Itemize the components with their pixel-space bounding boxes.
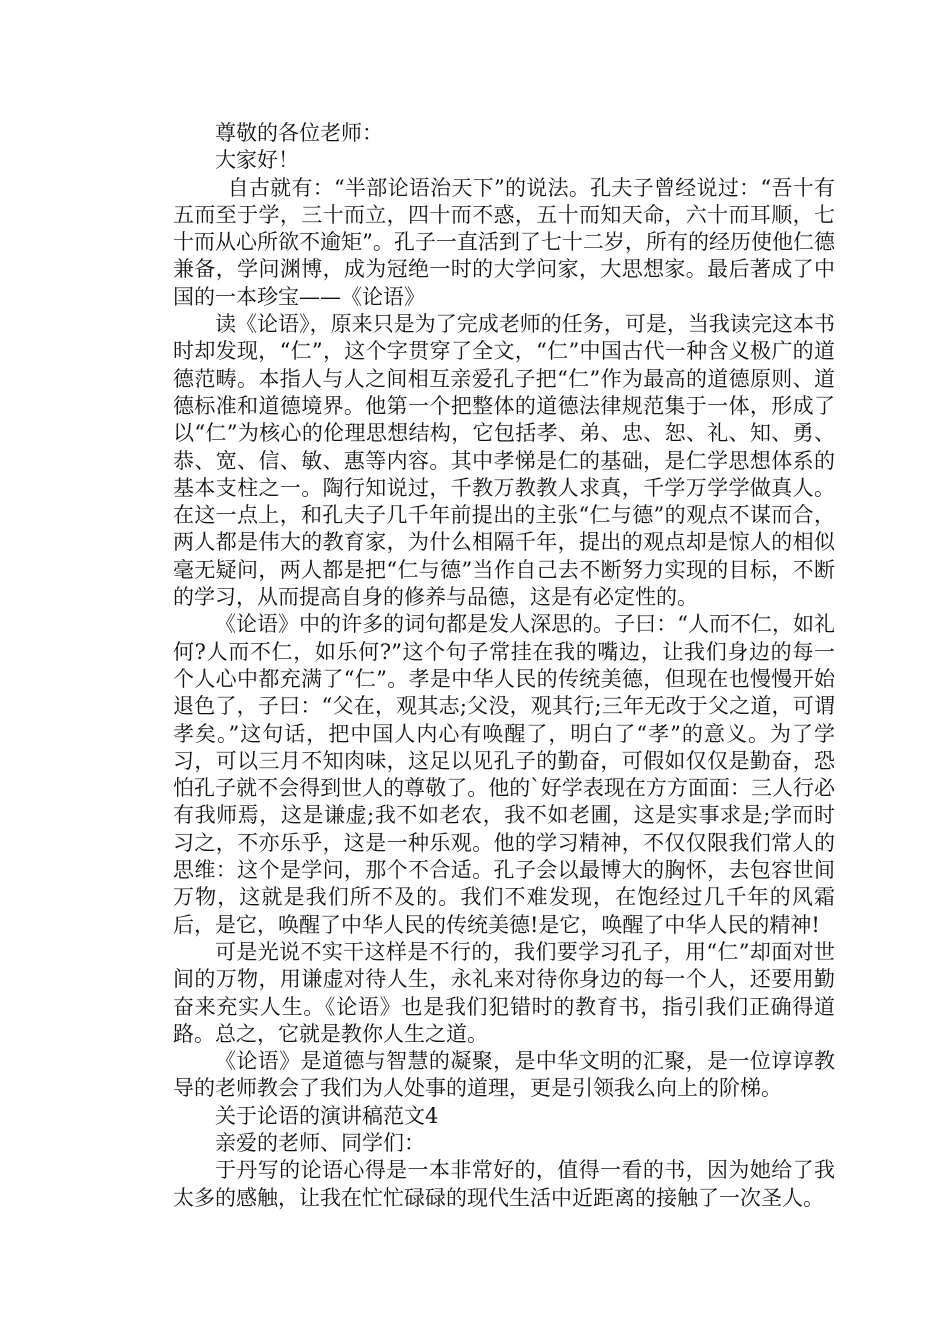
paragraph: 《论语》中的许多的词句都是发人深思的。子曰：“人而不仁，如礼何?人而不仁，如乐何?”这个句子常挂在我的嘴边，让我们身边的每一个人心中都充满了“仁”。孝是中华人民的传统美德，但现在也慢慢开始退色了，子曰：“父在，观其志;父没，观其行;三年无改于父之道，可谓孝矣。”这句话，把中国人内心有唤醒了，明白了“孝”的意义。为了学习，可以三月不知肉味，这足以见孔子的勤奋，可假如仅仅是勤奋，恐怕孔子就不会得到世人的尊敬了。他的`好学表现在方方面面：三人行必有我师焉，这是谦虚;我不如老农，我不如老圃，这是实事求是;学而时习之，不亦乐乎，这是一种乐观。他的学习精神，不仅仅限我们常人的思维：这个是学问，那个不合适。孔子会以最博大的胸怀，去包容世间万物，这就是我们所不及的。我们不难发现，在饱经过几千年的风霜后，是它，唤醒了中华人民的传统美德!是它，唤醒了中华人民的精神!	[173, 612, 835, 937]
paragraph: 《论语》是道德与智慧的凝聚，是中华文明的汇聚，是一位谆谆教导的老师教会了我们为人处事的道理，更是引领我么向上的阶梯。	[173, 1049, 835, 1101]
paragraph: 读《论语》，原来只是为了完成老师的任务，可是，当我读完这本书时却发现，“仁”，这个字贯穿了全文，“仁”中国古代一种含义极广的道德范畴。本指人与人之间相互亲爱孔子把“仁”作为最高的道德原则、道德标准和道德境界。他第一个把整体的道德法律规范集于一体，形成了以“仁”为核心的伦理思想结构，它包括孝、弟、忠、恕、礼、知、勇、恭、宽、信、敏、惠等内容。其中孝悌是仁的基础，是仁学思想体系的基本支柱之一。陶行知说过，千教万教教人求真，千学万学学做真人。在这一点上，和孔夫子几千年前提出的主张“仁与德”的观点不谋而合，两人都是伟大的教育家，为什么相隔千年，提出的观点却是惊人的相似毫无疑问，两人都是把“仁与德”当作自己去不断努力实现的目标，不断的学习，从而提高自身的修养与品德，这是有必定性的。	[173, 312, 835, 610]
section-title: 关于论语的演讲稿范文4	[215, 1103, 439, 1128]
document-page	[173, 120, 835, 1212]
salutation-2: 亲爱的老师、同学们：	[215, 1130, 425, 1155]
greeting: 大家好！	[215, 148, 299, 173]
salutation: 尊敬的各位老师：	[215, 121, 383, 145]
paragraph: 可是光说不实干这样是不行的，我们要学习孔子，用“仁”却面对世间的万物，用谦虚对待人生，永礼来对待你身边的每一个人，还要用勤奋来充实人生。《论语》也是我们犯错时的教育书，指引我们正确得道路。总之，它就是教你人生之道。	[173, 939, 835, 1046]
closing-paragraph: 于丹写的论语心得是一本非常好的，值得一看的书，因为她给了我太多的感触，让我在忙忙碌碌的现代生活中近距离的接触了一次圣人。	[173, 1158, 835, 1210]
paragraph: 自古就有：“半部论语治天下”的说法。孔夫子曾经说过：“吾十有五而至于学，三十而立，四十而不惑，五十而知天命，六十而耳顺，七十而从心所欲不逾矩”。孔子一直活到了七十二岁，所有的经历使他仁德兼备，学问渊博，成为冠绝一时的大学问家，大思想家。最后著成了中国的一本珍宝——《论语》	[173, 175, 835, 309]
